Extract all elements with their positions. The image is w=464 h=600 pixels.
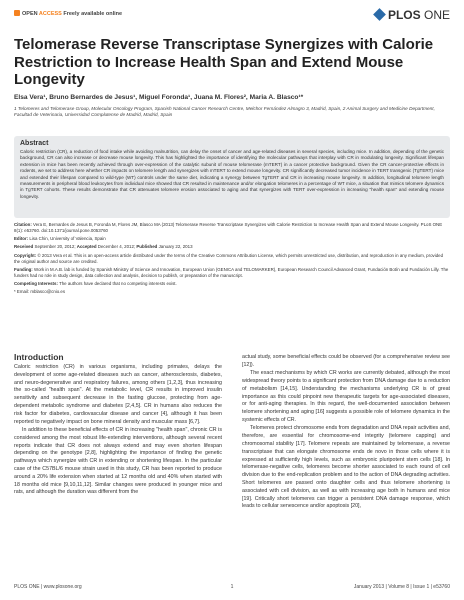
body-column-right (242, 354, 450, 512)
open-access-badge (14, 10, 122, 17)
paragraph: actual study, some beneficial effects could be observed (for a comprehensive review see [12]). (242, 354, 450, 368)
footer-issue: January 2013 | Volume 8 | Issue 1 | e53760 (353, 584, 450, 590)
article-title: Telomerase Reverse Transcriptase Synergizes with Calorie Restriction to Increase Health Span and Extend Mouse Longevity (14, 36, 434, 88)
paragraph: Telomeres protect chromosome ends from degradation and DNA repair activities and, therefore, are essential for chromosome-end integrity (telomere capping) and chromosomal stability [17]. Telomere repeats are maintained by telomerase, a reverse transcriptase that can elongate chromosome ends de novo in those cells where it is expressed at sufficiently high levels, such as embryonic pluripotent stem cells [18]. In telomerase-negative cells, telomeres become shorter associated to each round of cell division due to the end-replication problem and to the action of DNA degrading activities. Short telomeres are passed onto daughter cells and thus telomere shortening is associated with cell division, as well as with increasing age both in humans and mice [19]. Critically short telomeres can trigger a persistent DNA damage response, which leads to cellular senescence and/or apoptosis [20], (242, 425, 450, 510)
logo-suffix: ONE (423, 8, 450, 22)
dates-line (14, 244, 450, 250)
affiliations: 1 Telomeres and Telomerase Group, Molecular Oncology Program, Spanish National Cancer Research Centre, Melchor Fernández Almagro 3, Madrid, Spain, 2 Animal Surgery and Medicine Department, Facultad de Veterinaria, Universidad Complutense de Madrid, Madrid, Spain (14, 106, 435, 118)
author-list: Elsa Vera¹, Bruno Bernardes de Jesus¹, Miguel Foronda¹, Juana M. Flores², Maria A. Blasco¹* (14, 94, 304, 101)
competing-label: Competing Interests: (14, 280, 58, 286)
received-date: September 20, 2012; (34, 244, 76, 250)
footer-page-number: 1 (230, 584, 234, 590)
funding-label: Funding: (14, 266, 33, 272)
plos-one-logo[interactable] (375, 8, 450, 22)
editor-line (14, 236, 450, 242)
plos-logo-icon (373, 8, 386, 21)
paragraph: In addition to these beneficial effects of CR in increasing "health span", chronic CR is considered among the most robust life-extending interventions, although several recent reports indicate that CR does not always extend and may even shorten lifespan depending on the genotype [2,8], highlighting the importance of finding the genetic pathways which synergize with CR in extending or shortening lifespan. In the particular case of the C57BL/6 mouse strain used in this study, CR has been reported to produce around a 20% life extension when started at 12 months old and 40% when started with 18 months old mice [9,10,11,12]. Similar changes were produced in younger mice and rats, and although the duration was different from the (14, 426, 222, 496)
funding-line (14, 267, 450, 279)
body-column-left (14, 364, 222, 498)
paragraph: Caloric restriction (CR) in various organisms, including primates, delays the development of some age-related diseases such as cancer, atherosclerosis, diabetes, and neuro-degenerative and respiratory failures, among others [1,2,3], thus increasing the so-called "health span". At the metabolic level, CR results in improved insulin sensitivity and subsequent decrease in the fasting glucose, protecting from age-dependent metabolic syndrome and diabetes [2,4,5]. CR in humans also reduces the risk factor for diabetes, cardiovascular disease and cancer [4], although it has been reported to negatively impact on bone mineral density and muscular mass [6,7]. (14, 364, 222, 425)
copyright-line (14, 253, 450, 265)
copyright-text: © 2013 Vera et al. This is an open-access article distributed under the terms of the Creative Commons Attribution License, which permits unrestricted use, distribution, and reproduction in any medium, provided the original author and source are credited. (14, 252, 444, 264)
abstract-text: Caloric restriction (CR), a reduction of food intake while avoiding malnutrition, can delay the onset of cancer and age-related diseases in several species, including mice. In addition, depending of the genetic background, CR can also increase or decrease mouse longevity. This has highlighted the importance of identifying the molecular pathways that interplay with CR in modulating longevity. Significant lifespan extension in mice has been recently achieved through over-expression of the catalytic subunit of mouse telomerase (mTERT) in a cancer protective background. Given the CR cancer-protective effects in rodents, we set to address here whether CR impacts on telomere length and synergizes with mTERT to extend mouse longevity. CR significantly decreased tumor incidence in TERT transgenic (TgTERT) mice and extended their lifespan compared to wild-type (WT) controls under the same diet, indicating a synergy between TgTERT and CR in increasing mouse longevity. In addition, longitudinal telomere length measurements in peripheral blood leukocytes from individual mice showed that CR resulted in maintenance and/or elongation telomeres in a percentage of WT mice, a situation that mimics telomere dynamics in TgTERT cohorts. These results demonstrate that CR attenuates telomere erosion associated to aging and that synergizes with TERT over-expression in increasing "health span" and extending mouse longevity. (20, 149, 444, 199)
editor-label: Editor: (14, 236, 29, 242)
citation-text: Vera E, Bernardes de Jesus B, Foronda M, Flores JM, Blasco MA (2013) Telomerase Reverse Transcriptase Synergizes with Calorie Restriction to Increase Health Span and Extend Mouse Longevity. PLoS ONE 8(1): e53760. doi:10.1371/journal.pone.0053760 (14, 222, 443, 233)
abstract-heading: Abstract (20, 140, 49, 147)
introduction-heading: Introduction (14, 352, 64, 362)
published-label: Published (136, 244, 158, 250)
email-line[interactable]: * Email: mblasco@cnio.es (14, 289, 66, 295)
funding-text: Work in M.A.B. lab is funded by Spanish Ministry of Science and Innovation, European Union (GENICA and TELOMARKER), European Research Council Advanced Grant, Fundación Botín and Fundación Lilly. The funders had no role in study design, data collection and analysis, decision to publish, or preparation of the manuscript. (14, 266, 449, 278)
open-label: OPEN (22, 11, 38, 17)
access-label: ACCESS (38, 11, 62, 17)
competing-text: The authors have declared that no competing interests exist. (59, 280, 177, 286)
received-label: Received (14, 244, 34, 250)
editor-text: Lisa Chin, University of Valencia, Spain (29, 236, 106, 242)
citation-line (14, 222, 450, 234)
competing-interests-line (14, 281, 450, 287)
paragraph: The exact mechanisms by which CR works are currently debated, although the most widespread theory points to a significant protection from DNA damage due to a reduction of metabolism [14,15]. Understanding the mechanisms underlying CR is of great importance as this could pinpoint new therapeutic targets for age-associated diseases, or for anti-aging therapies. In this regard, the well-documented association between telomere shortening and aging [16] suggests a possible role of telomere dynamics in the systemic effects of CR. (242, 370, 450, 423)
freely-available-label: Freely available online (63, 11, 123, 17)
published-date: January 22, 2013 (158, 244, 193, 250)
footer-journal[interactable]: PLOS ONE | www.plosone.org (14, 584, 82, 590)
journal-header (14, 8, 450, 24)
copyright-label: Copyright: (14, 252, 37, 258)
logo-text: PLOS (387, 8, 421, 22)
abstract-section (14, 136, 450, 218)
accepted-date: December 4, 2012; (97, 244, 136, 250)
open-access-lock-icon (14, 10, 20, 16)
accepted-label: Accepted (76, 244, 97, 250)
article-metadata (14, 222, 450, 297)
citation-label: Citation: (14, 222, 32, 227)
